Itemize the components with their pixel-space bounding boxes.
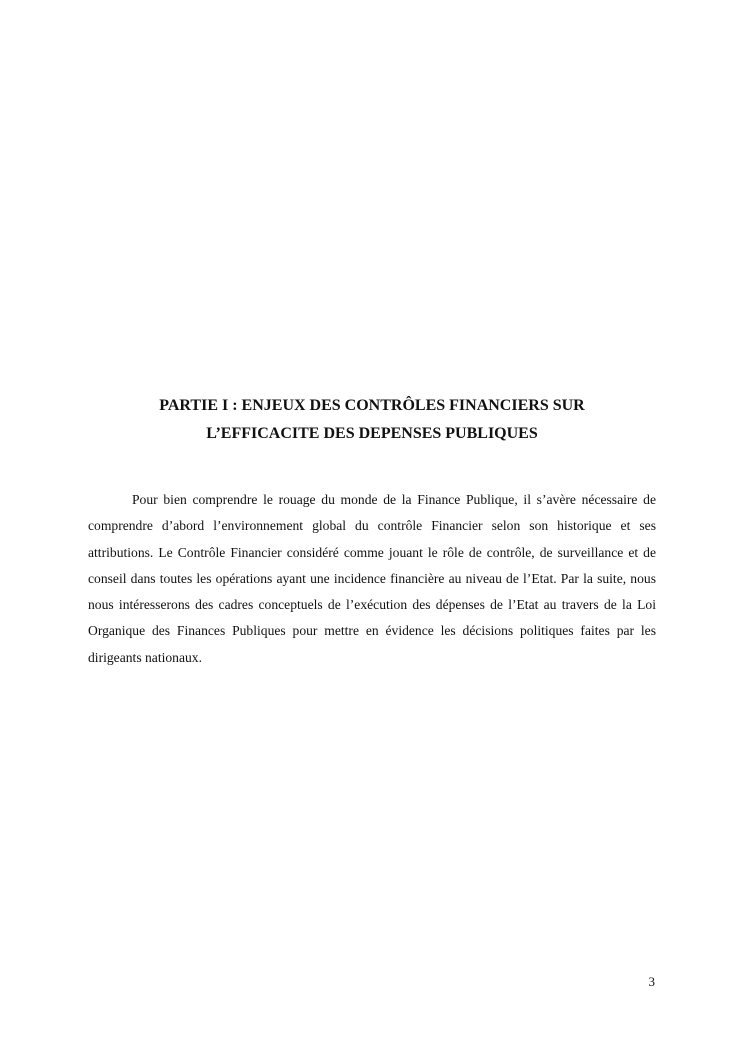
intro-paragraph: Pour bien comprendre le rouage du monde de la Finance Publique, il s’avère nécessaire de comprendre d’abord l’environnement global du contrôle Financier selon son historique et ses attributions. Le Contrôle Financier considéré comme jouant le rôle de contrôle, de surveillance et de conseil dans toutes les opérations ayant une incidence financière au niveau de l’Etat. Par la suite, nous nous intéresserons des cadres conceptuels de l’exécution des dépenses de l’Etat au travers de la Loi Organique des Finances Publiques pour mettre en évidence les décisions politiques faites par les dirigeants nationaux. <box>88 492 656 665</box>
page-number: 3 <box>648 974 655 989</box>
section-title <box>88 392 656 448</box>
section-title-line-1: PARTIE I : ENJEUX DES CONTRÔLES FINANCIERS SUR <box>159 397 585 414</box>
section-title-line-2: L’EFFICACITE DES DEPENSES PUBLIQUES <box>206 425 538 442</box>
